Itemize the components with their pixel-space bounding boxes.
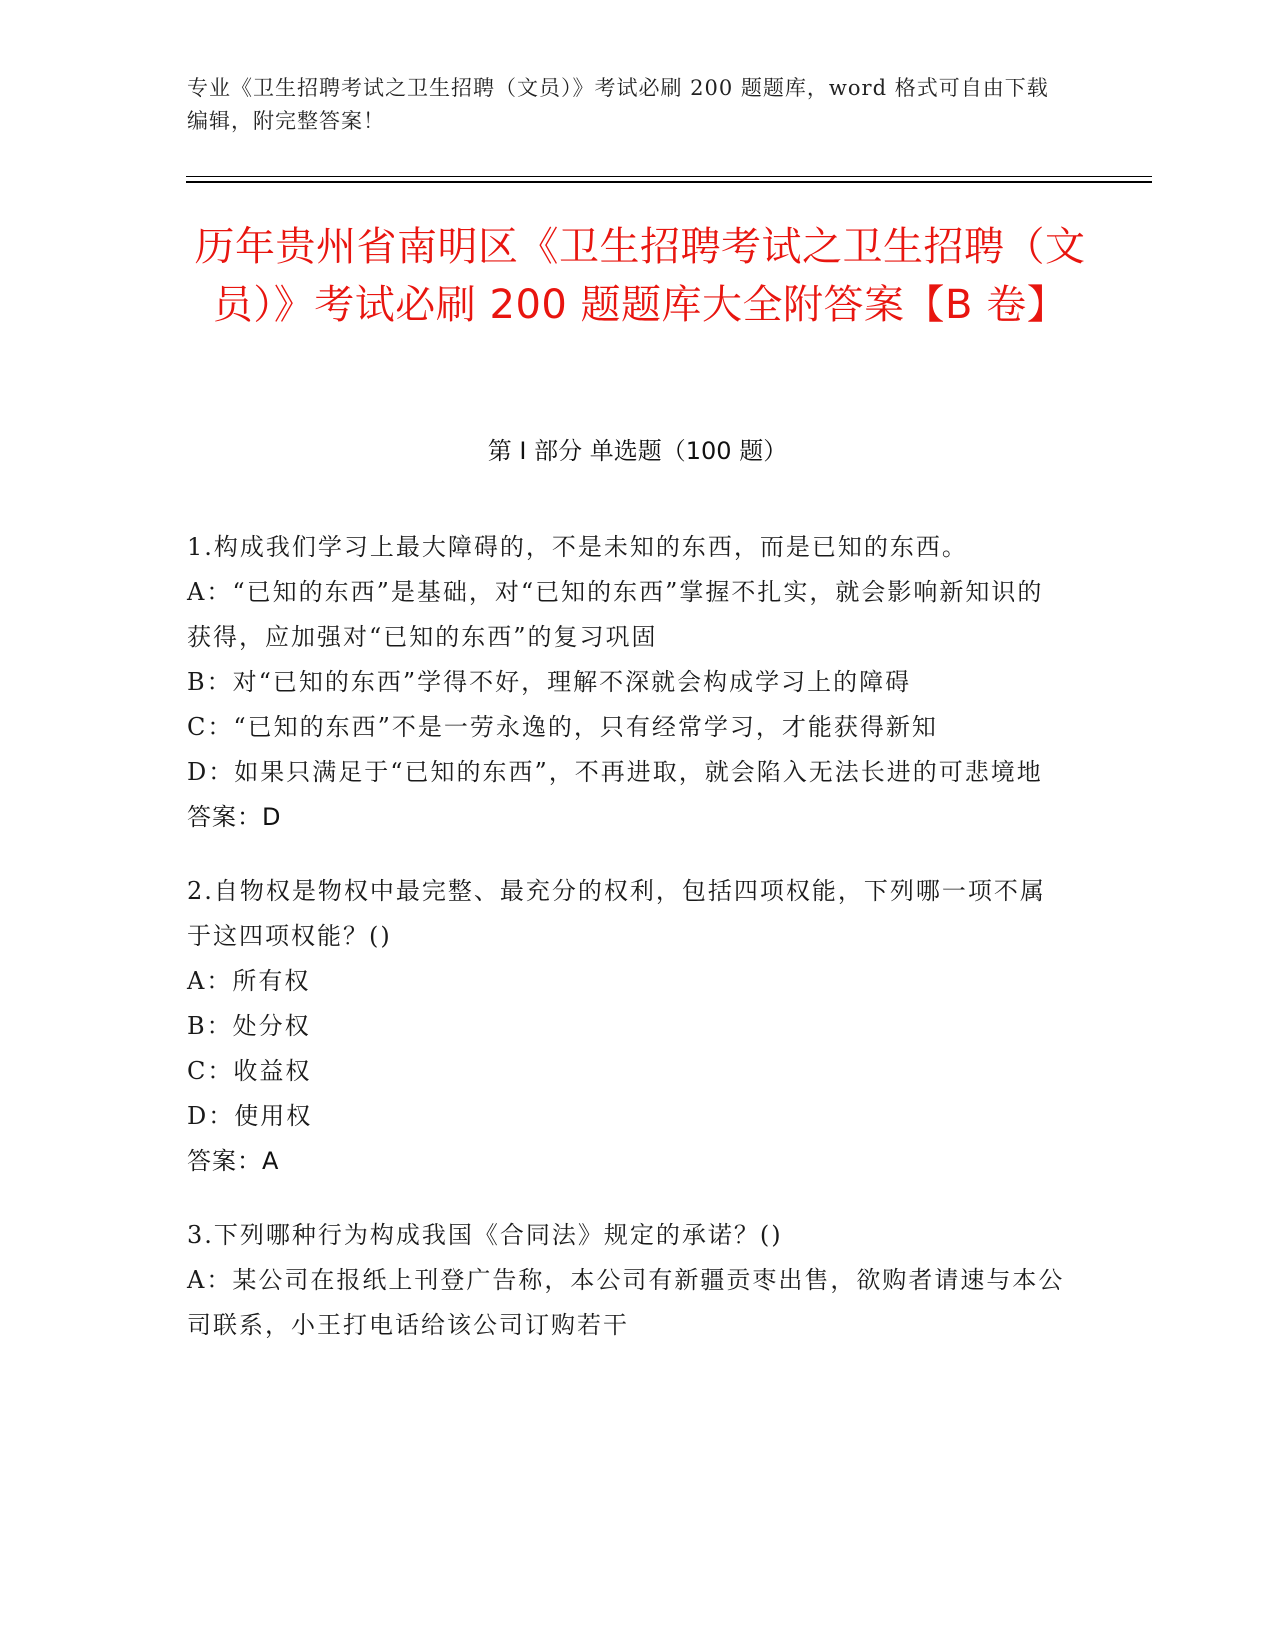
answer: 答案：D	[187, 803, 282, 831]
option-b: B：处分权	[187, 1012, 311, 1040]
question-1	[187, 525, 1067, 840]
option-a: A：所有权	[187, 967, 311, 995]
document-title: 历年贵州省南明区《卫生招聘考试之卫生招聘（文员）》考试必刷 200 题题库大全附答案【B 卷】	[194, 224, 1086, 328]
header-note: 专业《卫生招聘考试之卫生招聘（文员）》考试必刷 200 题题库，word 格式可自由下载编辑，附完整答案！	[187, 76, 1049, 133]
header-divider-thin	[186, 176, 1152, 177]
header-divider-thick	[186, 181, 1152, 183]
question-2	[187, 869, 1067, 1184]
option-c: C：“已知的东西”不是一劳永逸的，只有经常学习，才能获得新知	[187, 713, 938, 741]
question-3	[187, 1213, 1067, 1348]
option-d: D：使用权	[187, 1102, 313, 1130]
question-stem: 1.构成我们学习上最大障碍的，不是未知的东西，而是已知的东西。	[187, 533, 968, 561]
answer: 答案：A	[187, 1147, 280, 1175]
question-stem: 3.下列哪种行为构成我国《合同法》规定的承诺？()	[187, 1221, 783, 1249]
question-list	[187, 525, 1067, 1377]
option-a: A：“已知的东西”是基础，对“已知的东西”掌握不扎实，就会影响新知识的获得，应加强对“已知的东西”的复习巩固	[187, 578, 1044, 651]
question-stem: 2.自物权是物权中最完整、最充分的权利，包括四项权能，下列哪一项不属于这四项权能？()	[187, 877, 1046, 950]
option-c: C：收益权	[187, 1057, 312, 1085]
option-d: D：如果只满足于“已知的东西”，不再进取，就会陷入无法长进的可悲境地	[187, 758, 1043, 786]
option-a: A：某公司在报纸上刊登广告称，本公司有新疆贡枣出售，欲购者请速与本公司联系，小王打电话给该公司订购若干	[187, 1266, 1065, 1339]
section-title: 第 I 部分 单选题（100 题）	[487, 437, 788, 465]
option-b: B：对“已知的东西”学得不好，理解不深就会构成学习上的障碍	[187, 668, 912, 696]
